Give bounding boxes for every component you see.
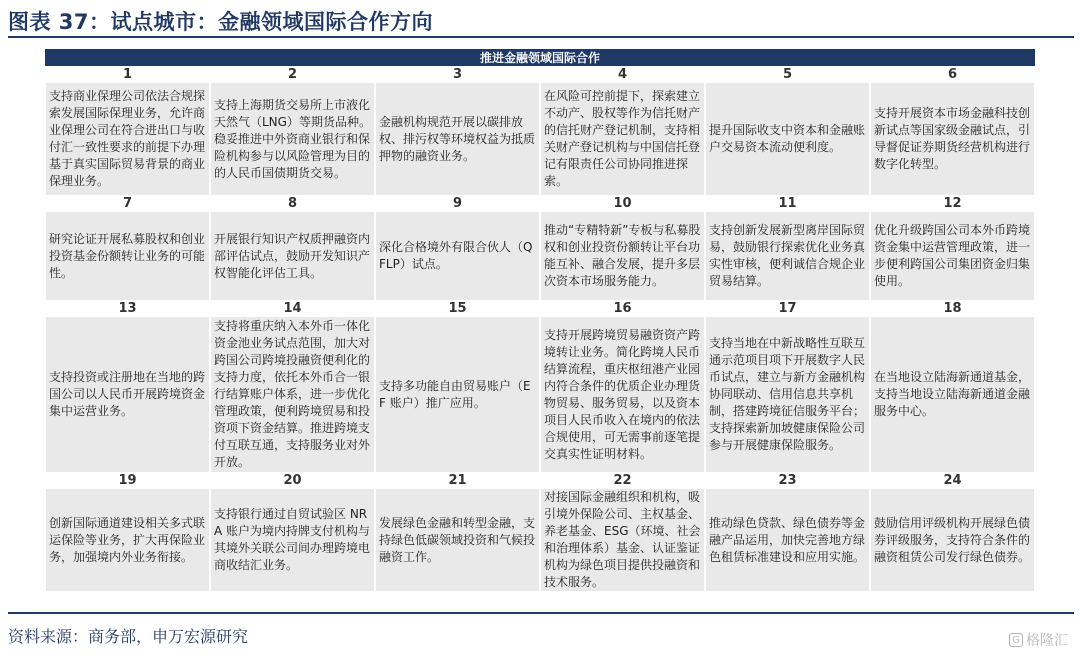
cell-number: 16 [540,300,705,317]
cell-number: 8 [210,195,375,212]
cell-number: 1 [45,66,210,83]
cell-text: 优化升级跨国公司本外币跨境资金集中运营管理政策，进一步便利跨国公司集团资金归集使用。 [870,212,1035,300]
table-header: 推进金融领域国际合作 [45,49,1035,66]
cell-number: 20 [210,472,375,489]
cell-number: 12 [870,195,1035,212]
cell-text: 支持上海期货交易所上市液化天然气（LNG）等期货品种。稳妥推进中外资商业银行和保险机构参与以风险管理为目的的人民币国债期货交易。 [210,83,375,195]
source-note: 资料来源：商务部，申万宏源研究 [8,627,249,646]
cell-text: 支持银行通过自贸试验区 NRA 账户为境内持牌支付机构与其境外关联公司间办理跨境电商收结汇业务。 [210,489,375,591]
cell-text: 研究论证开展私募股权和创业投资基金份额转让业务的可能性。 [45,212,210,300]
cell-number: 6 [870,66,1035,83]
cell-text: 在风险可控前提下，探索建立不动产、股权等作为信托财产的信托财产登记机制，支持相关财产登记机构与中国信托登记有限责任公司协同推进探索。 [540,83,705,195]
cell-text: 支持开展跨境贸易融资资产跨境转让业务。简化跨境人民币结算流程，重庆枢纽港产业园内符合条件的优质企业办理货物贸易、服务贸易，以及资本项目人民币收入在境内的依法合规使用，可无需事前逐笔提交真实性证明材料。 [540,317,705,472]
cell-text: 提升国际收支中资本和金融账户交易资本流动便利度。 [705,83,870,195]
cell-text: 在当地设立陆海新通道基金，支持当地设立陆海新通道金融服务中心。 [870,317,1035,472]
cell-number: 17 [705,300,870,317]
cell-number: 4 [540,66,705,83]
cell-number: 7 [45,195,210,212]
cell-number: 24 [870,472,1035,489]
cell-text: 创新国际通道建设相关多式联运保险等业务，扩大再保险业务，加强境内外业务衔接。 [45,489,210,591]
cell-number: 9 [375,195,540,212]
cell-number: 2 [210,66,375,83]
watermark-text: 格隆汇 [1026,633,1068,649]
cell-number: 3 [375,66,540,83]
cell-text: 开展银行知识产权质押融资内部评估试点，鼓励开发知识产权智能化评估工具。 [210,212,375,300]
cell-text: 支持多功能自由贸易账户（EF 账户）推广应用。 [375,317,540,472]
cell-text: 鼓励信用评级机构开展绿色债券评级服务，支持符合条件的融资租赁公司发行绿色债券。 [870,489,1035,591]
cell-number: 10 [540,195,705,212]
cell-text: 推动“专精特新”专板与私募股权和创业投资份额转让平台功能互补、融合发展，提升多层次资本市场服务能力。 [540,212,705,300]
cell-text: 发展绿色金融和转型金融，支持绿色低碳领域投资和气候投融资工作。 [375,489,540,591]
cell-number: 5 [705,66,870,83]
cell-text: 深化合格境外有限合伙人（QFLP）试点。 [375,212,540,300]
gelonghui-logo-icon: G [1009,633,1023,647]
cell-text: 支持创新发展新型离岸国际贸易，鼓励银行探索优化业务真实性审核，便利诚信合规企业贸易结算。 [705,212,870,300]
cell-text: 支持投资或注册地在当地的跨国公司以人民币开展跨境资金集中运营业务。 [45,317,210,472]
figure-title: 图表 37：试点城市：金融领域国际合作方向 [8,10,434,34]
cell-number: 13 [45,300,210,317]
cell-number: 22 [540,472,705,489]
cell-number: 15 [375,300,540,317]
cell-text: 金融机构规范开展以碳排放权、排污权等环境权益为抵质押物的融资业务。 [375,83,540,195]
cell-number: 19 [45,472,210,489]
cell-text: 支持当地在中新战略性互联互通示范项目项下开展数字人民币试点，建立与新方金融机构协同联动、信用信息共享机制，搭建跨境征信服务平台；支持探索新加坡健康保险公司参与开展健康保险服务。 [705,317,870,472]
cell-text: 支持将重庆纳入本外币一体化资金池业务试点范围，加大对跨国公司跨境投融资便利化的支持力度，依托本外币合一银行结算账户体系，进一步优化管理政策，便利跨境贸易和投资项下资金结算。推进跨境支付互联互通，支持服务业对外开放。 [210,317,375,472]
cell-text: 推动绿色贷款、绿色债券等金融产品运用，加快完善地方绿色租赁标准建设和应用实施。 [705,489,870,591]
cell-text: 支持商业保理公司依法合规探索发展国际保理业务，允许商业保理公司在符合进出口与收付汇一致性要求的前提下办理基于真实国际贸易背景的商业保理业务。 [45,83,210,195]
cell-number: 11 [705,195,870,212]
footer-divider [8,612,1074,614]
cell-number: 21 [375,472,540,489]
cell-number: 14 [210,300,375,317]
cell-text: 支持开展资本市场金融科技创新试点等国家级金融试点，引导督促证券期货经营机构进行数字化转型。 [870,83,1035,195]
watermark [1009,630,1068,650]
cell-number: 18 [870,300,1035,317]
title-divider [8,36,1074,38]
cooperation-table [44,49,1036,591]
cell-text: 对接国际金融组织和机构，吸引境外保险公司、主权基金、养老基金、ESG（环境、社会和治理体系）基金、认证鉴证机构为绿色项目提供投融资和技术服务。 [540,489,705,591]
cell-number: 23 [705,472,870,489]
